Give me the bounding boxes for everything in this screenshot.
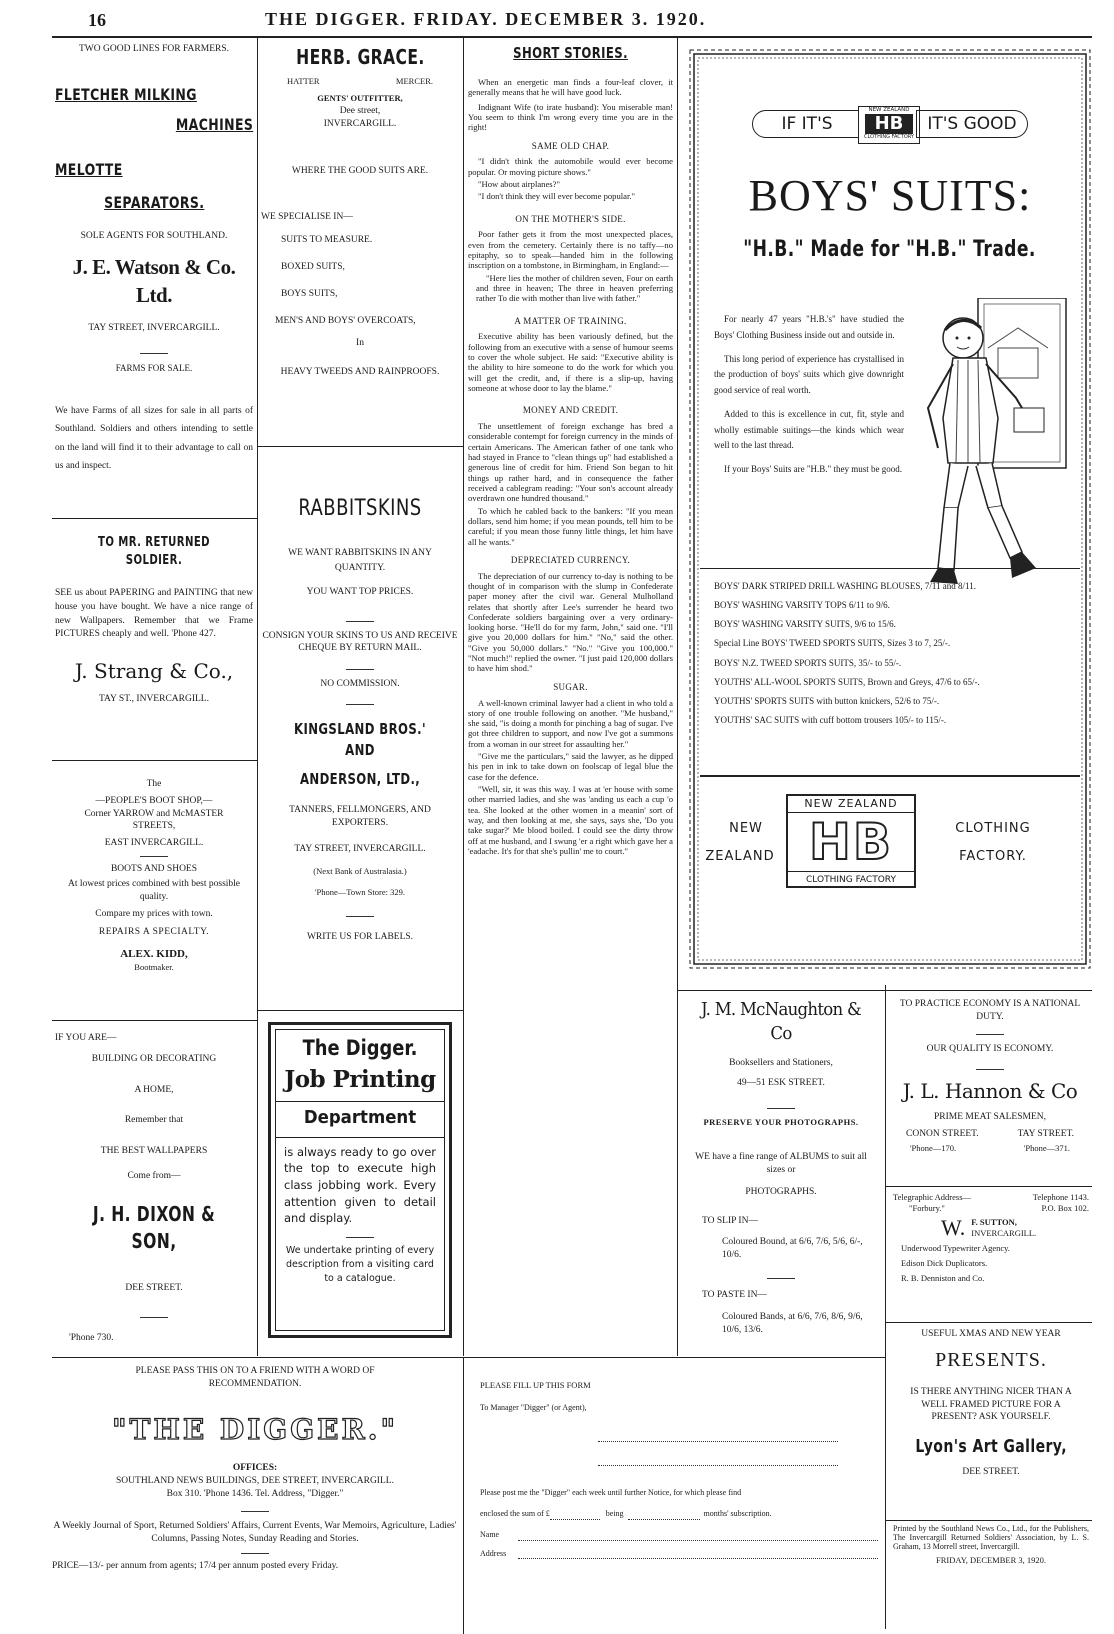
specialise-item: BOYS SUITS,: [281, 288, 338, 299]
hannon-street2: TAY STREET.: [1017, 1129, 1074, 1140]
hb-price-item: BOYS' DARK STRIPED DRILL WASHING BLOUSES, 7/11 and 8/11.: [714, 581, 976, 591]
dixon-firm-wrap: [55, 1201, 253, 1256]
badge-left: [752, 110, 862, 138]
grace-where: WHERE THE GOOD SUITS ARE.: [291, 165, 429, 176]
dixon-firm: J. H. DIXON & SON,: [92, 1201, 216, 1253]
page-number: 16: [88, 10, 106, 30]
hb-price-item: YOUTHS' SPORTS SUITS with button knickers, 52/6 to 75/-.: [714, 695, 940, 706]
sutton-row1: [893, 1192, 1089, 1203]
story-paragraph: "I didn't think the automobile would ever become popular. Or moving picture shows.": [468, 156, 673, 177]
job-printing-inner: [275, 1029, 445, 1331]
lyon-street: DEE STREET.: [962, 1466, 1020, 1477]
divider: [767, 1108, 795, 1109]
hannon-phone1: 'Phone—170.: [910, 1143, 957, 1154]
hannon-economy: TO PRACTICE ECONOMY IS A NATIONAL DUTY.: [899, 999, 1081, 1022]
kingsland-next: (Next Bank of Australasia.): [313, 865, 407, 876]
boot-the: The: [146, 779, 162, 789]
strang-address: TAY ST., INVERCARGILL.: [99, 694, 209, 705]
promo-box: Box 310. 'Phone 1436. Tel. Address, "Digger.": [166, 1489, 344, 1500]
hb-footer: [700, 784, 1080, 954]
job-printing-box: [268, 1022, 452, 1338]
divider: [346, 704, 374, 705]
hb-price-item: YOUTHS' ALL-WOOL SPORTS SUITS, Brown and Greys, 47/6 to 65/-.: [714, 676, 980, 687]
boot-compare: Compare my prices with town.: [95, 908, 213, 919]
hannon-phone2: 'Phone—371.: [1023, 1143, 1070, 1154]
digger-promo: [52, 1365, 458, 1573]
sutton-tel-addr: Telegraphic Address—: [893, 1192, 972, 1202]
melotte-heading: [55, 159, 253, 182]
hb-para: Added to this is excellence in cut, fit, style and wholly estimable suitings—the kinds which wear well to the last thread.: [714, 408, 904, 451]
story-paragraph: "Well, sir, it was this way. I was at 'er house with some other married ladies, and she was 'anding us each a cup 'o tea. She looked at the other women in a meanin' sort of way, and then looking at me, she says, says she, 'Do you take sugar?' Me blood boiled. I could see the dirty throw off at me husband, and I swung 'er a right which gave her a 'eadache. It's for that she's pullin' me to court.": [468, 784, 673, 856]
boot-repairs: REPAIRS A SPECIALTY.: [98, 927, 210, 938]
months-field[interactable]: [628, 1511, 700, 1520]
mcn-trade: Booksellers and Stationers,: [729, 1057, 833, 1068]
divider-line: [257, 1010, 463, 1011]
divider: [346, 621, 374, 622]
job-rule: [276, 1137, 444, 1138]
imprint-date: FRIDAY, DECEMBER 3, 1920.: [935, 1554, 1047, 1565]
sutton-ad: [893, 1192, 1089, 1283]
kingsland-firm: [261, 719, 459, 761]
divider-line: [885, 1520, 1092, 1521]
hb-ad: [688, 48, 1092, 970]
sutton-name: F. SUTTON,: [971, 1217, 1017, 1228]
hannon-ad: [890, 998, 1090, 1155]
fletcher-line-a: FLETCHER MILKING: [55, 84, 197, 104]
mcn-preserve: PRESERVE YOUR PHOTOGRAPHS.: [703, 1117, 859, 1128]
hannon-street1: CONON STREET.: [906, 1129, 979, 1140]
masthead-rule: [52, 36, 1092, 38]
hb-subhead-wrap: [702, 234, 1078, 265]
fletcher-heading: [55, 84, 253, 107]
divider: [976, 1069, 1004, 1070]
masthead-title: THE DIGGER. FRIDAY. DECEMBER 3. 1920.: [265, 9, 707, 29]
soldier-heading: [55, 534, 253, 569]
sutton-pobox: P.O. Box 102.: [1041, 1202, 1089, 1213]
divider-line: [885, 1322, 1092, 1323]
badge-bottom: CLOTHING FACTORY: [864, 134, 914, 140]
boot-east: EAST INVERCARGILL.: [104, 838, 204, 849]
story-heading: DEPRECIATED CURRENCY.: [510, 554, 631, 565]
rabbitskins-want: WE WANT RABBITSKINS IN ANY QUANTITY.: [288, 547, 432, 573]
form-enclosed: enclosed the sum of £: [480, 1509, 550, 1519]
sutton-agency: Underwood Typewriter Agency.: [901, 1243, 1010, 1254]
foot-new: NEW: [729, 821, 763, 836]
short-stories: [468, 40, 673, 858]
form-address-row: [480, 1549, 878, 1560]
job-text-2: We undertake printing of every description from a visiting card to a catalogue.: [285, 1245, 435, 1284]
divider: [241, 1511, 269, 1512]
form-agent-line-2[interactable]: [598, 1456, 838, 1466]
boy-illustration: [918, 298, 1068, 598]
badge-right-text: IT'S GOOD: [927, 114, 1017, 134]
story-heading: ON THE MOTHER'S SIDE.: [515, 213, 626, 224]
hb-divider: [700, 775, 1080, 777]
lyon-nicer: IS THERE ANYTHING NICER THAN A WELL FRAMED PICTURE FOR A PRESENT? ASK YOURSELF.: [910, 1386, 1072, 1423]
sutton-row2: [893, 1203, 1089, 1214]
lyon-useful: USEFUL XMAS AND NEW YEAR: [921, 1329, 1061, 1339]
divider: [241, 1553, 269, 1554]
sutton-name-row: [893, 1217, 1089, 1239]
badge-top: NEW ZEALAND: [868, 107, 910, 113]
story-paragraph: The unsettlement of foreign exchange has bred a considerable contempt for foreign currency in the minds of certain Americans. The American father of one tank who had stayed in France to "clean things up" had established a generous line of credit for him. Friend Son began to hit things up rather hard, and in consequence the father received a cablegram reading: "Your son's account already overdrawn one hundred thousand.": [468, 421, 673, 504]
form-enclosed-row: [480, 1509, 878, 1520]
hannon-trade: PRIME MEAT SALESMEN,: [934, 1112, 1046, 1123]
sutton-initial: W.: [941, 1215, 966, 1241]
lyon-firm-wrap: [893, 1434, 1089, 1459]
specialise-head: [261, 211, 459, 224]
specialise-item: BOXED SUITS,: [281, 262, 345, 272]
promo-price: PRICE—13/- per annum from agents; 17/4 per annum posted every Friday.: [52, 1561, 339, 1572]
farms-heading: FARMS FOR SALE.: [115, 362, 193, 373]
grace-name: HERB. GRACE.: [295, 45, 425, 69]
logo-mid: HB: [809, 813, 893, 871]
hb-divider: [700, 568, 1080, 569]
hannon-phones: [890, 1143, 1090, 1154]
soldier-text: [55, 587, 253, 642]
promo-pass: PLEASE PASS THIS ON TO A FRIEND WITH A WORD OF RECOMMENDATION.: [135, 1366, 375, 1389]
story-heading: SAME OLD CHAP.: [531, 140, 610, 151]
mcn-slip: TO SLIP IN—: [702, 1216, 758, 1227]
divider: [140, 1317, 168, 1318]
kingsland-labels: WRITE US FOR LABELS.: [306, 932, 414, 943]
divider: [140, 856, 168, 857]
divider-line: [52, 518, 257, 519]
watson-address: TAY STREET, INVERCARGILL.: [88, 322, 220, 333]
form-being: being: [605, 1509, 624, 1519]
fletcher-line-b: MACHINES: [175, 115, 253, 135]
hb-headline: BOYS' SUITS:: [748, 171, 1032, 220]
mcn-slip-prices: Coloured Bound, at 6/6, 7/6, 5/6, 6/-, 10/6.: [722, 1236, 863, 1260]
melotte-line-a: MELOTTE: [55, 160, 123, 179]
column-2: [261, 40, 459, 379]
specialise-text: WE SPECIALISE IN—: [261, 212, 353, 223]
boot-corner: Corner YARROW and McMASTER STREETS,: [84, 808, 224, 832]
logo-bottom: CLOTHING FACTORY: [788, 871, 914, 888]
mcn-paste: TO PASTE IN—: [702, 1289, 767, 1300]
story-paragraph: "I don't think they will ever become popular.": [478, 191, 636, 202]
kingsland-trade: TANNERS, FELLMONGERS, AND EXPORTERS.: [289, 805, 431, 829]
divider-line: [885, 1186, 1092, 1187]
specialise-list: [261, 234, 459, 327]
divider: [346, 1237, 374, 1238]
specialise-tweeds: HEAVY TWEEDS AND RAINPROOFS.: [280, 367, 440, 378]
melotte-line-b: SEPARATORS.: [103, 192, 205, 212]
boot-owner: ALEX. KIDD,: [120, 948, 188, 961]
mcnaughton-ad: [682, 998, 880, 1337]
story-heading: MONEY AND CREDIT.: [522, 405, 619, 416]
mcn-firm: J. M. McNaughton & Co: [701, 999, 861, 1045]
imprint: [893, 1524, 1089, 1565]
story-paragraph: "Here lies the mother of children seven, Four on earth and three in heaven; The three in heaven preferring rather To die with mother than live with father.": [476, 272, 673, 304]
grace-mercer: MERCER.: [395, 76, 433, 86]
story-paragraph: The depreciation of our currency to-day is nothing to be thought of in comparison with the slump in Confederate paper money after the civil war. General Mulholland relates that shortly after Lee's surrender he heard two Confederate soldiers bargaining over a very ordinary-looking horse. "He'll do for my farm, John," said one. "I'll give you 20,000 dollars for him." "No," said the other. "Give you 50,000 dollars." "No." "Give you 100,000." "Not much!" replied the owner. "I just paid 120,000 dollars to have him shod.": [468, 570, 673, 674]
sutton-name-block: [971, 1217, 1036, 1238]
specialise-in: In: [356, 338, 364, 349]
foot-factory: FACTORY.: [959, 849, 1027, 864]
hb-subhead: "H.B." Made for "H.B." Trade.: [743, 237, 1037, 262]
hb-body: [714, 312, 904, 478]
hb-para: For nearly 47 years "H.B.'s" have studied the Boys' Clothing Business inside out and outside in.: [714, 314, 904, 340]
hb-badge: [752, 106, 1028, 144]
dixon-line5: Come from—: [127, 1171, 181, 1182]
amount-field[interactable]: [550, 1511, 600, 1520]
promo-weekly: A Weekly Journal of Sport, Returned Soldiers' Affairs, Current Events, War Memoirs, Agriculture, Ladies' Columns, Passing Notes, Sunday Reading and Stories.: [53, 1520, 457, 1544]
mcn-address: 49—51 ESK STREET.: [737, 1078, 825, 1089]
logo-top: NEW ZEALAND: [788, 796, 914, 813]
lyon-presents: PRESENTS.: [935, 1348, 1047, 1371]
badge-mid: HB: [865, 114, 913, 134]
form-months: months' subscription.: [703, 1509, 772, 1519]
boot-prices: At lowest prices combined with best possible quality.: [67, 878, 241, 902]
soldier-body: SEE us about PAPERING and PAINTING that new house you have bought. We have a nice range of new Wallpapers. Remember that we Frame PICTURES cheaply and well. 'Phone 427.: [55, 588, 253, 640]
strang-firm: J. Strang & Co.,: [74, 659, 234, 684]
story-heading: A MATTER OF TRAINING.: [514, 315, 627, 326]
hannon-quality: OUR QUALITY IS ECONOMY.: [926, 1043, 1054, 1054]
grace-street: Dee street,: [339, 105, 381, 116]
story-paragraph: To which he cabled back to the bankers: "If you mean dollars, send him home; if you mean pounds, tell him to be careful; if you mean those funny little things, let him have all he wants.": [468, 505, 673, 547]
badge-center: [858, 106, 920, 144]
grace-trades: [261, 76, 459, 87]
form-agent-line[interactable]: [598, 1432, 838, 1442]
hb-price-item: Special Line BOYS' TWEED SPORTS SUITS, Sizes 3 to 7, 25/-.: [714, 638, 951, 649]
form-name-label: Name: [480, 1529, 500, 1539]
story-paragraph: A well-known criminal lawyer had a client in who told a story of one trouble following on another. "Me husband," she said, "is doing a month for pinching a bag of sugar. I've got three children to support, and now I've got a summons from a woman in our street for assaulting her.": [468, 697, 673, 749]
specialise-item: MEN'S AND BOYS' OVERCOATS,: [275, 315, 416, 326]
subscription-form: [480, 1380, 878, 1559]
hb-para: This long period of experience has crystallised in the production of boys' suits which give downright good service of real worth.: [714, 353, 904, 395]
sutton-denniston: R. B. Denniston and Co.: [901, 1272, 985, 1283]
boot-title: Bootmaker.: [134, 961, 174, 972]
sutton-telephone: Telephone 1143.: [1032, 1192, 1089, 1202]
column-1-lower: [55, 520, 253, 706]
job-title-2: Job Printing: [284, 1066, 436, 1094]
mcn-photos: PHOTOGRAPHS.: [745, 1187, 817, 1198]
kingsland-street: TAY STREET, INVERCARGILL.: [294, 843, 426, 854]
dixon-phone: 'Phone 730.: [69, 1332, 114, 1343]
promo-offices: OFFICES:: [232, 1463, 278, 1474]
hb-price-item: BOYS' N.Z. TWEED SPORTS SUITS, 35/- to 55/-.: [714, 657, 902, 668]
column-rule: [257, 38, 258, 1356]
name-field[interactable]: [518, 1532, 878, 1541]
kingsland-phone: 'Phone—Town Store: 329.: [315, 887, 405, 897]
masthead: [0, 0, 1114, 40]
lyon-firm: Lyon's Art Gallery,: [915, 1436, 1067, 1458]
farms-text: We have Farms of all sizes for sale in all parts of Southland. Soldiers and others intending to settle on the land will find it to their advantage to call on us and inspect.: [55, 405, 253, 472]
form-to: To Manager "Digger" (or Agent),: [480, 1403, 587, 1413]
story-paragraph: Poor father gets it from the most unexpected places, even from the cemetery. Certainly there is no taffy—no epitaphy, so to speak—handed him in the following inscription on a tombstone, in Birmingham, in England:—: [468, 229, 673, 271]
dixon-line1: BUILDING OR DECORATING: [91, 1053, 217, 1064]
foot-clothing: CLOTHING: [955, 821, 1031, 836]
fletcher-heading-b: [55, 114, 253, 137]
job-title-3: Department: [303, 1107, 417, 1129]
rabbitskins-heading: RABBITSKINS: [298, 496, 422, 521]
soldier-heading-text: TO MR. RETURNED SOLDIER.: [98, 535, 210, 568]
rabbitskins-consign: CONSIGN YOUR SKINS TO US AND RECEIVE CHEQUE BY RETURN MAIL.: [262, 630, 458, 654]
form-address-label: Address: [480, 1548, 507, 1558]
dixon-ad: [55, 1032, 253, 1345]
farmers-strapline: TWO GOOD LINES FOR FARMERS.: [79, 44, 229, 54]
lyon-ad: [893, 1328, 1089, 1478]
form-heading: PLEASE FILL UP THIS FORM: [480, 1380, 591, 1390]
boot-heading: BOOTS AND SHOES: [110, 864, 198, 875]
mcn-paste-prices: Coloured Bands, at 6/6, 7/6, 8/6, 9/6, 10/6, 13/6.: [722, 1312, 863, 1336]
grace-gents: GENTS' OUTFITTER,: [317, 93, 403, 104]
story-paragraph: "How about airplanes?": [478, 178, 560, 189]
boot-shop-name: —PEOPLE'S BOOT SHOP,—: [95, 795, 213, 806]
story-paragraph: Executive ability has been variously defined, but the following from an executive with a sense of humour seems to cover the whole subject. He said: "Executive ability is the ability to hire someone to do the work for which you will get the credit, and, if there is a slip-up, having someone at whose door to lay the blame.": [468, 331, 673, 393]
rabbitskins-prices: YOU WANT TOP PRICES.: [306, 587, 414, 598]
column-rule: [885, 985, 886, 1629]
sole-agents: SOLE AGENTS FOR SOUTHLAND.: [80, 231, 228, 242]
story-paragraph: "Give me the particulars," said the lawyer, as he dipped his pen in ink to take down on foolscap of legal blue the case for the defence.: [468, 751, 673, 782]
sutton-town: INVERCARGILL.: [971, 1227, 1037, 1238]
stories-heading-wrap: [468, 44, 673, 63]
dixon-line2: A HOME,: [134, 1084, 174, 1095]
hb-price-item: BOYS' WASHING VARSITY SUITS, 9/6 to 15/6.: [714, 619, 896, 630]
foot-zealand: ZEALAND: [705, 849, 775, 864]
divider: [346, 669, 374, 670]
dixon-if: IF YOU ARE—: [55, 1033, 117, 1043]
watson-firm: J. E. Watson & Co. Ltd.: [72, 255, 236, 308]
hb-price-list: [714, 580, 1054, 733]
kingsland-firm-b: ANDERSON, LTD.,: [299, 769, 421, 788]
dixon-line4: THE BEST WALLPAPERS: [100, 1146, 208, 1157]
badge-left-text: IF IT'S: [781, 114, 833, 134]
hb-price-item: BOYS' WASHING VARSITY TOPS 6/11 to 9/6.: [714, 600, 890, 611]
kingsland-firm-b-wrap: [261, 769, 459, 790]
sutton-edison: Edison Dick Duplicators.: [901, 1257, 988, 1268]
dixon-line3: Remember that: [124, 1115, 184, 1126]
story-paragraph: Indignant Wife (to irate husband): You miserable man! You seem to think I'm wrong every time you are in the right!: [468, 101, 673, 133]
form-name-row: [480, 1530, 878, 1541]
grace-name-wrap: [261, 44, 459, 72]
kingsland-firm-a: KINGSLAND BROS.' AND: [294, 720, 426, 759]
job-title-1: The Digger.: [302, 1036, 418, 1060]
column-rule: [677, 38, 678, 1356]
specialise-item: SUITS TO MEASURE.: [281, 235, 373, 246]
badge-right: [916, 110, 1028, 138]
divider-line: [677, 990, 1092, 991]
hb-para: If your Boys' Suits are "H.B." they must be good.: [724, 464, 902, 474]
grace-hatter: HATTER: [287, 76, 320, 86]
divider: [346, 916, 374, 917]
hb-price-item: YOUTHS' SAC SUITS with cuff bottom trousers 105/- to 115/-.: [714, 714, 947, 725]
mcn-albums: WE have a fine range of ALBUMS to suit all sizes or: [695, 1151, 867, 1175]
story-paragraph: When an energetic man finds a four-leaf clover, it generally means that he will have good luck.: [468, 77, 673, 98]
hb-logo: [786, 794, 916, 888]
promo-title: "THE DIGGER.": [111, 1412, 399, 1446]
hannon-firm: J. L. Hannon & Co: [902, 1079, 1078, 1104]
bottom-rule: [52, 1357, 885, 1358]
divider: [140, 353, 168, 354]
address-field[interactable]: [518, 1550, 878, 1559]
column-1: [55, 40, 253, 476]
melotte-heading-b: [55, 192, 253, 215]
job-rule: [276, 1101, 444, 1102]
form-post: Please post me the "Digger" each week until further Notice, for which please find: [480, 1488, 742, 1498]
promo-address: SOUTHLAND NEWS BUILDINGS, DEE STREET, INVERCARGILL.: [116, 1476, 394, 1487]
boot-shop-ad: [55, 778, 253, 973]
column-rule: [463, 1358, 464, 1634]
hannon-streets: [890, 1128, 1090, 1141]
column-rule: [463, 38, 464, 1356]
imprint-text: Printed by the Southland News Co., Ltd., for the Publishers, The Invercargill Returned Soldiers' Association, by L. S. Graham, 13 Morrell street, Invercargill.: [893, 1524, 1089, 1552]
dixon-street: DEE STREET.: [125, 1282, 183, 1293]
story-heading: SUGAR.: [553, 681, 588, 692]
sutton-forbury: "Forbury.": [909, 1202, 945, 1213]
rabbitskins-nocomm: NO COMMISSION.: [320, 678, 400, 689]
job-text: is always ready to go over the top to execute high class jobbing work. Every attention given to detail and display.: [284, 1144, 436, 1226]
grace-town: INVERCARGILL.: [323, 118, 397, 129]
divider-line: [52, 760, 257, 761]
divider: [976, 1034, 1004, 1035]
divider: [767, 1278, 795, 1279]
stories-heading: SHORT STORIES.: [513, 44, 628, 62]
divider-line: [52, 1020, 257, 1021]
rabbitskins-ad: [261, 446, 459, 944]
